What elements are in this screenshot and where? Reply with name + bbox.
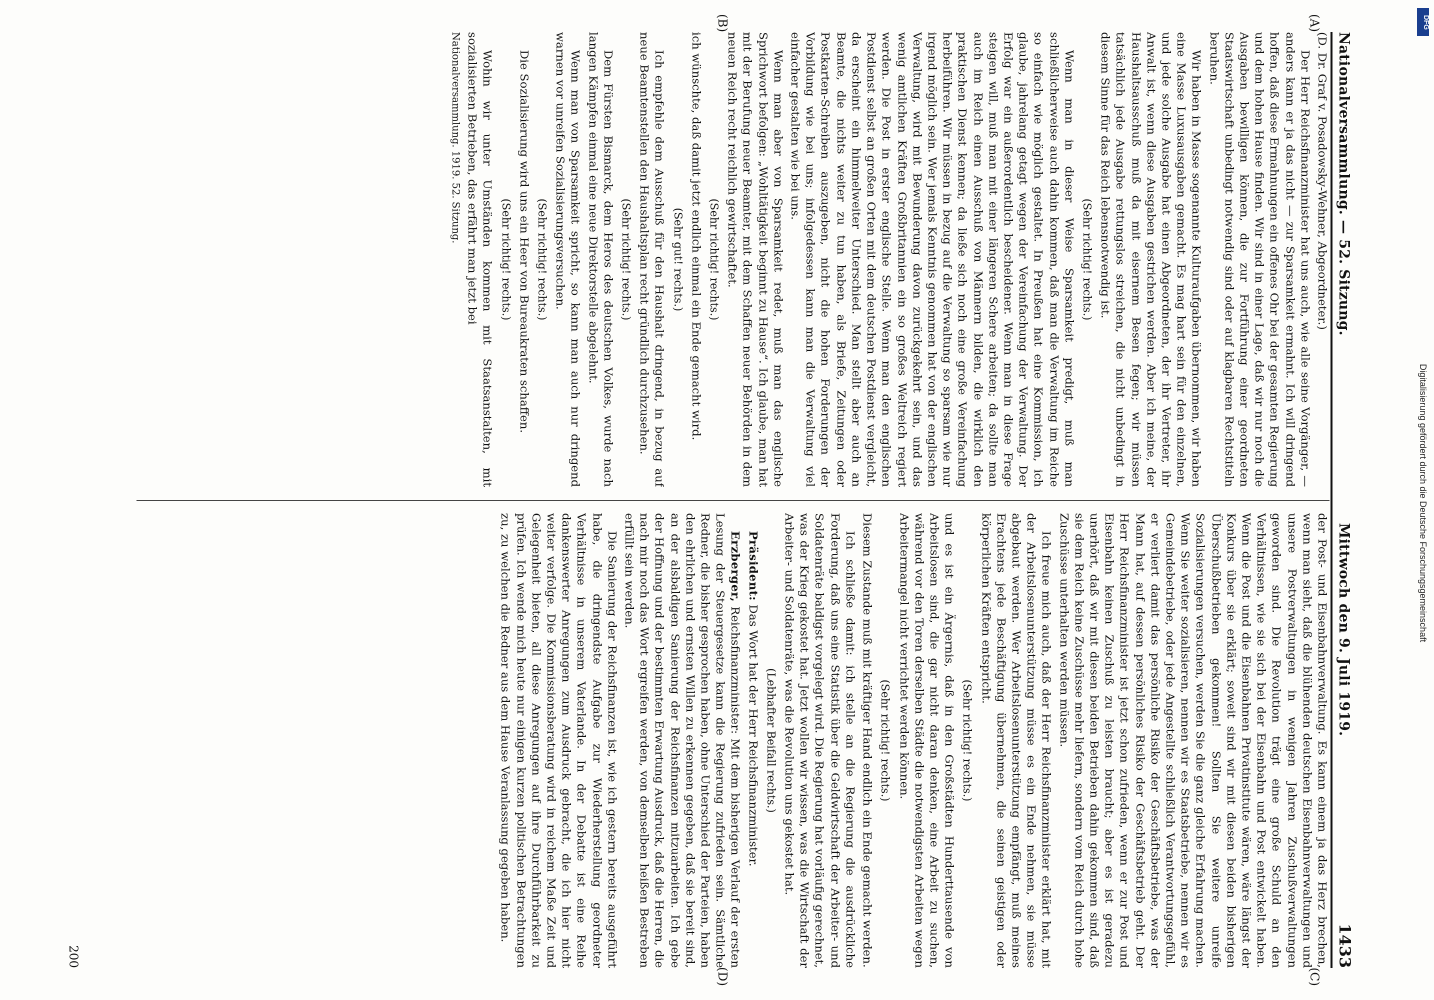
- paragraph: Wenn man aber von Sparsamkeit redet, muß man das englische Sprichwort befolgen: „Wohltätigkeit beginnt zu Hause“. Ich glaube, man hat mit der Berufung neuer Beamter, mit dem Schaffen neuer Behörden in dem neuen Reich recht reichlich gewirtschaftet.: [725, 32, 786, 487]
- speaker-name: Erzberger,: [728, 531, 743, 602]
- right-column: [137, 513, 1330, 968]
- paragraph: Ich freue mich auch, daß der Herr Reichsfinanzminister erklärt hat, mit der Arbeitslosenunterstützung müsse es ein Ende nehmen, sie müsse abgebaut werden. Wer Arbeitslosenunterstützung empfängt, muß meines Erachtens jede Beschäftigung übernehmen, die seinen geistigen oder körperlichen Kräften entspricht.: [979, 513, 1054, 968]
- header-date: Mittwoch den 9. Juli 1919.: [1335, 522, 1352, 737]
- text-columns: [137, 32, 1330, 968]
- paragraph: der Post- und Eisenbahnverwaltung. Es kann einem ja das Herz brechen, wenn man sieht, daß die blühenden deutschen Eisenbahnverwaltungen und unsere Postverwaltungen in wenigen Jahren Zuschußverwaltungen geworden sind. Die Revolution trägt eine große Schuld an den Verhältnissen, wie sie sich bei der Eisenbahn und Post entwickelt haben. Wenn die Post und die Eisenbahnen Privatinstitute wären, wäre längst der Konkurs über sie erklärt; soweit sind wir mit diesen beiden bisherigen Überschußbetrieben gekommen! Sollten Sie weitere unreife Sozialisierungen versuchen, werden Sie die ganz gleiche Erfahrung machen. Wenn Sie weiter sozialisieren, nennen wir es Staatsbetriebe, nennen wir es Gemeindebetriebe, oder jede Angestellte schließlich Verantwortungsgefühl, er verliert damit das persönliche Risiko der Geschäftsbetriebe, was der Mann hat, auf dessen persönliches Risiko der Geschäftsbetrieb geht. Der Herr Reichsfinanzminister ist jetzt schon zufrieden, wenn er zur Post und Eisenbahn keinen Zuschuß zu leisten braucht; aber es ist geradezu unerhört, daß wir mit diesen beiden Betrieben dahin gekommen sind, daß sie dem Reich keine Zuschüsse mehr liefern, sondern vom Reich durch hohe Zuschüsse unterhalten werden müssen.: [1057, 513, 1330, 968]
- dfg-credit-text: Digitalisierung gefördert durch die Deutsche Forschungsgemeinschaft: [1418, 363, 1428, 643]
- speaker-line: (D. Dr. Graf v. Posadowsky-Wehner, Abgeordneter.): [1315, 32, 1330, 330]
- signature-number: 200: [66, 945, 81, 968]
- left-column: [137, 32, 1330, 487]
- interjection: (Sehr richtig! rechts.): [960, 679, 974, 802]
- page-footer: [67, 32, 107, 968]
- interjection: (Sehr gut! rechts.): [671, 207, 685, 312]
- page-header: [1331, 32, 1370, 968]
- paragraph: Ich schließe damit: ich stelle an die Regierung die ausdrückliche Forderung, daß uns eine Statistik über die Geldwirtschaft der Arbeiter- und Soldatenräte baldigst vorgelegt wird. Die Regierung hat vorläufig gerechnet, was der Krieg gekostet hat. Jetzt wollen wir wissen, was die Wirtschaft der Arbeiter- und Soldatenräte, was die Revolution uns gekostet hat.: [782, 513, 858, 968]
- paragraph: Wenn man in dieser Weise Sparsamkeit predigt, muß man schließlicherweise auch dahin kommen, daß man die Verwaltung im Reiche so einfach wie möglich gestaltet. In Preußen hat eine Kommission, ich glaube, jahrelang getagt wegen der Vereinfachung der Verwaltung. Der Erfolg war ein außerordentlich bescheidener. Wenn man in diese Frage steigen will, muß man mit einer längeren Schere arbeiten; da sollte man auch im Reich einen Ausschuß von Männern bilden, die wirklich den praktischen Dienst kennen; da ließe sich noch eine große Vereinfachung herbeiführen. Wir müssen in bezug auf die Verwaltung so sparsam wie nur irgend möglich sein. Wer jemals Kenntnis genommen hat von der englischen Verwaltung, wird mit Bewunderung davon zurückgekehrt sein, und das wenig amtlichen Kräften Großbritannien ein so großes Weltreich regiert werden. Die Post in erster englische Stelle. Wenn man den englischen Postdienst selbst an großen Orten mit dem deutschen Postdienst vergleicht, da erscheint ein himmelweiter Unterschied. Man stellt aber auch an Beamte, die nichts weiter zu tun haben, als Briefe, Zeitungen oder Postkarten-Schreiben auszugeben, nicht die hohen Forderungen der Vorbildung wie bei uns; infolgedessen kann man die Verwaltung viel einfacher gestalten wie bei uns.: [788, 32, 1077, 487]
- paragraph: Die Sanierung der Reichsfinanzen ist, wie ich gestern bereits ausgeführt habe, die dringendste Aufgabe zur Wiederherstellung geordneter Verhältnisse in unserem Vaterlande. In der Debatte ist eine Reihe dankenswerter Anregungen zum Ausdruck gebracht, die ich hier nicht weiter verfolge. Die Kommissionsberatung wird in reichem Maße Zeit und Gelegenheit bieten, all diese Anregungen auf ihre Durchführbarkeit zu prüfen. Ich wende mich heute nur einigen kurzen politischen Betrachtungen zu, zu welchen die Redner aus dem Hause Veranlassung gegeben haben.: [498, 513, 620, 968]
- marker-b: (B): [715, 14, 730, 33]
- page-number: 1433: [1335, 923, 1355, 968]
- paragraph: Die Sozialisierung wird uns ein Heer von Bureaukraten schaffen.: [517, 50, 532, 434]
- president-statement: [745, 513, 760, 968]
- rotated-document-page: [45, 10, 1390, 990]
- marker-c: (C): [1307, 967, 1322, 986]
- interjection: (Sehr richtig! rechts.): [878, 679, 892, 802]
- paragraph: Der Herr Reichsfinanzminister hat uns auch, wie alle seine Vorgänger, — anders kann er ja das nicht — zur Sparsamkeit ermahnt. Ich will dringend hoffen, daß diese Ermahnungen ein offenes Ohr bei der gesamten Regierung und dem hohen Hause finden. Wir sind in einer Lage, daß wir nur noch die Ausgaben bewilligen können, die zur Fortführung einer geordneten Staatswirtschaft unbedingt notwendig sind oder auf klagbaren Rechtstiteln beruhen.: [1207, 32, 1313, 487]
- interjection: (Sehr richtig! rechts.): [707, 198, 721, 321]
- president-text: Das Wort hat der Herr Reichsfinanzminister.: [746, 604, 761, 867]
- minister-text: Reichsfinanzminister: Mit dem bisherigen Verlauf der ersten Lesung der Steuergesetze kann die Regierung zufrieden sein. Sämtliche Redner, die bisher gesprochen haben, ohne Unterschied der Parteien, haben den ehrlichen und ernsten Willen zu erkennen gegeben, daß sie bereit sind, an der alsbaldigen Sanierung der Reichsfinanzen mitzuarbeiten. Ich gebe der Hoffnung und der bestimmten Erwartung Ausdruck, daß die Herren, die nach mir noch das Wort ergreifen werden, von demselben heißen Bestreben erfüllt sein werden.: [622, 513, 743, 968]
- paragraph: Dem Fürsten Bismarck, dem Heros des deutschen Volkes, wurde nach langen Kämpfen einmal eine neue Direktorstelle abgelehnt.: [586, 32, 616, 487]
- paragraph: und es ist ein Ärgernis, daß in den Großstädten Hunderttausende von Arbeitslosen sind, die gar nicht daran denken, eine Arbeit zu suchen, während vor den Toren derselben Städte die notwendigsten Arbeiten wegen Arbeitermangel nicht verrichtet werden können.: [897, 513, 957, 968]
- interjection: (Sehr richtig! rechts.): [535, 198, 549, 321]
- dfg-sidebar: [1416, 8, 1430, 998]
- dfg-logo: DFG: [1417, 8, 1429, 36]
- interjection: (Lebhafter Beifall rechts.): [764, 668, 778, 813]
- president-label: Präsident:: [746, 531, 761, 601]
- marker-a: (A): [1307, 14, 1322, 33]
- interjection: (Sehr richtig! rechts.): [499, 198, 513, 321]
- paragraph: Wenn man von Sparsamkeit spricht, so kann man auch nur dringend warnen vor unreifen Sozialisierungsversuchen.: [553, 32, 583, 487]
- page-inner: [66, 14, 1370, 986]
- header-title: Nationalversammlung. — 52. Sitzung.: [1335, 32, 1352, 336]
- paragraph: Ich empfehle dem Ausschuß für den Haushalt dringend, in bezug auf neue Beamtenstellen den Haushaltsplan recht gründlich durchzusehen.: [637, 32, 667, 487]
- column-footer-note: Nationalversammlung. 1919. 52. Sitzung.: [449, 32, 461, 244]
- paragraph: ich wünschte, daß damit jetzt endlich einmal ein Ende gemacht wird.: [689, 32, 704, 441]
- marker-d: (D): [715, 967, 730, 986]
- paragraph: Wir haben in Masse sogenannte Kulturaufgaben übernommen, wir haben eine Masse Luxusausgaben gemacht. Es mag hart sein für den einzelnen, und jede solche Ausgabe hat einen Abgeordneten, der ihr Vertreter, ihr Anwalt ist, wenn diese Ausgaben gestrichen werden. Aber ich meine, der Haushaltsausschuß muß da mit eisernem Besen fegen; wir müssen tatsächlich jede Ausgabe rettungslos streichen, die nicht unbedingt in diesem Sinne für das Reich lebensnotwendig ist.: [1098, 32, 1204, 487]
- paragraph: Wohin wir unter Umständen kommen mit Staatsanstalten, mit sozialisierten Betrieben, das erfährt man jetzt bei: [465, 32, 495, 487]
- interjection: (Sehr richtig! rechts.): [1080, 198, 1094, 321]
- paragraph: Diesem Zustande muß mit kräftiger Hand endlich ein Ende gemacht werden.: [860, 513, 875, 968]
- interjection: (Sehr richtig! rechts.): [619, 198, 633, 321]
- minister-statement: [621, 513, 743, 968]
